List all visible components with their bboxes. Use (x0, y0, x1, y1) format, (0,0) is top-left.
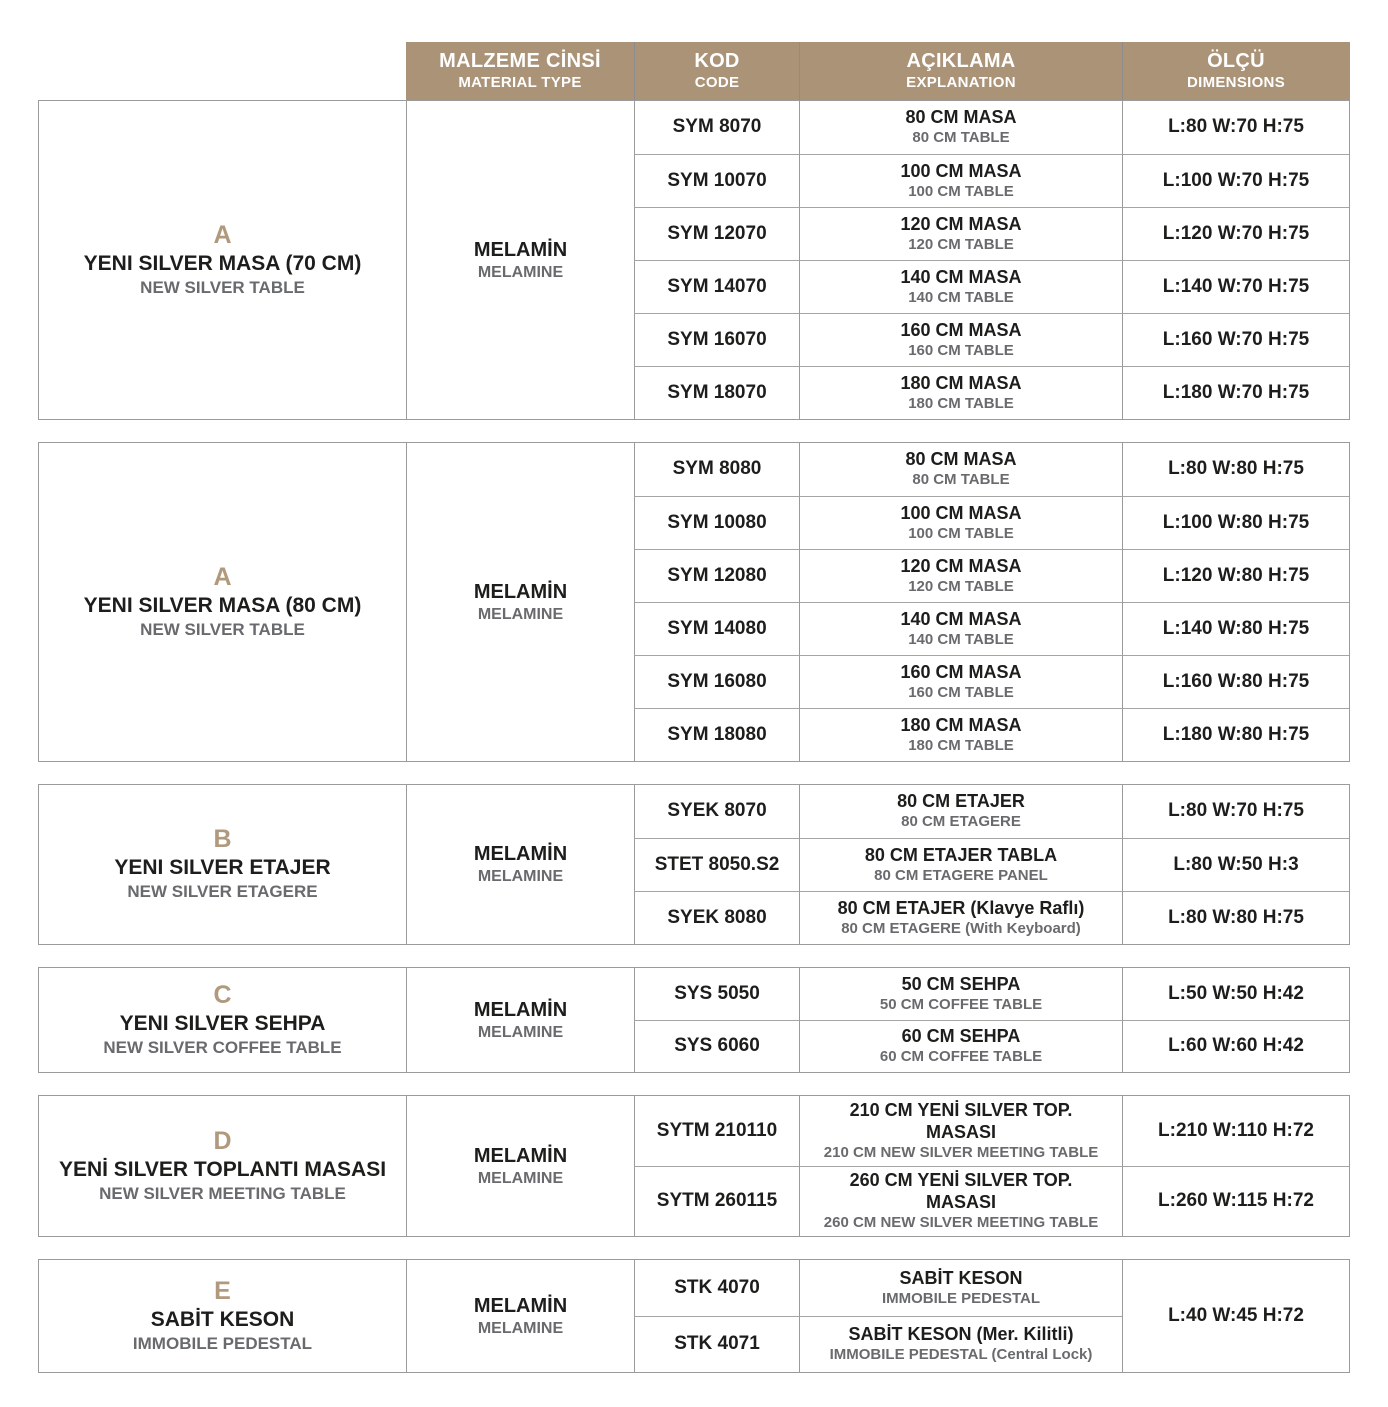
dimensions-cell: L:120 W:80 H:75 (1122, 549, 1349, 602)
explanation-tr: 120 CM MASA (900, 555, 1022, 576)
material-cell (406, 968, 634, 1072)
code-cell: SYEK 8080 (634, 891, 799, 944)
material-tr: MELAMİN (473, 580, 568, 603)
code-cell: SYM 10080 (634, 496, 799, 549)
product-name-tr: YENI SILVER SEHPA (119, 1011, 326, 1035)
section-new-silver-table-70 (38, 100, 1350, 420)
explanation-tr: 140 CM MASA (900, 266, 1022, 287)
product-name-tr: YENI SILVER ETAJER (114, 856, 331, 880)
explanation-tr: 120 CM MASA (900, 213, 1022, 234)
header-material-type-tr: MALZEME CİNSİ (439, 50, 601, 73)
explanation-tr: 80 CM MASA (905, 449, 1017, 470)
header-code-tr: KOD (694, 50, 740, 73)
header-dimensions-tr: ÖLÇÜ (1207, 50, 1265, 73)
explanation-cell (799, 313, 1122, 366)
section-new-silver-meeting-table (38, 1095, 1350, 1237)
product-cell (39, 443, 406, 761)
code-cell: SYEK 8070 (634, 785, 799, 838)
material-tr: MELAMİN (473, 843, 568, 866)
explanation-en: 120 CM TABLE (908, 235, 1014, 253)
explanation-en: 140 CM TABLE (908, 630, 1014, 648)
explanation-cell (799, 838, 1122, 891)
explanation-cell (799, 708, 1122, 761)
explanation-tr: 80 CM ETAJER (Klavye Raflı) (837, 897, 1085, 918)
code-cell: SYM 12080 (634, 549, 799, 602)
header-material-type (406, 42, 634, 100)
explanation-en: 120 CM TABLE (908, 577, 1014, 595)
material-tr: MELAMİN (473, 998, 568, 1021)
explanation-tr: 50 CM SEHPA (901, 973, 1021, 994)
material-en: MELAMINE (477, 868, 564, 886)
explanation-en: 80 CM ETAGERE PANEL (874, 866, 1048, 884)
header-code-en: CODE (694, 74, 740, 92)
material-en: MELAMINE (477, 263, 564, 281)
explanation-cell (799, 891, 1122, 944)
explanation-cell (799, 785, 1122, 838)
product-cell (39, 968, 406, 1072)
product-name-tr: SABİT KESON (150, 1307, 295, 1331)
code-cell: SYM 16070 (634, 313, 799, 366)
code-cell: SYM 12070 (634, 207, 799, 260)
explanation-cell (799, 443, 1122, 496)
explanation-cell (799, 655, 1122, 708)
material-cell (406, 101, 634, 419)
explanation-tr: 80 CM ETAJER TABLA (864, 844, 1058, 865)
explanation-tr: 100 CM MASA (900, 502, 1022, 523)
code-cell: SYM 16080 (634, 655, 799, 708)
explanation-tr: 160 CM MASA (900, 661, 1022, 682)
header-dimensions (1122, 42, 1349, 100)
explanation-tr: 160 CM MASA (900, 319, 1022, 340)
section-new-silver-coffee-table (38, 967, 1350, 1073)
product-name-en: NEW SILVER TABLE (140, 277, 305, 297)
explanation-tr-line2: MASASI (925, 1192, 996, 1213)
code-cell: SYM 14080 (634, 602, 799, 655)
explanation-en: IMMOBILE PEDESTAL (Central Lock) (829, 1346, 1093, 1364)
code-cell: SYTM 260115 (634, 1166, 799, 1236)
dimensions-cell: L:80 W:50 H:3 (1122, 838, 1349, 891)
explanation-en: 50 CM COFFEE TABLE (879, 995, 1043, 1013)
dimensions-cell: L:50 W:50 H:42 (1122, 968, 1349, 1020)
code-cell: SYM 8070 (634, 101, 799, 154)
product-name-tr: YENI SILVER MASA (70 CM) (83, 251, 362, 275)
table-header (406, 42, 1350, 100)
dimensions-cell: L:160 W:70 H:75 (1122, 313, 1349, 366)
material-en: MELAMINE (477, 1319, 564, 1337)
header-explanation-tr: AÇIKLAMA (906, 50, 1016, 73)
section-immobile-pedestal (38, 1259, 1350, 1373)
dimensions-cell: L:100 W:80 H:75 (1122, 496, 1349, 549)
explanation-en: 80 CM TABLE (912, 471, 1010, 489)
material-cell (406, 785, 634, 944)
code-cell: SYM 18070 (634, 366, 799, 419)
header-material-type-en: MATERIAL TYPE (458, 74, 582, 92)
explanation-en: 180 CM TABLE (908, 394, 1014, 412)
explanation-cell (799, 496, 1122, 549)
explanation-cell (799, 1020, 1122, 1072)
header-code (634, 42, 799, 100)
dimensions-cell: L:140 W:70 H:75 (1122, 260, 1349, 313)
section-letter: E (214, 1276, 231, 1305)
explanation-cell (799, 549, 1122, 602)
header-explanation-en: EXPLANATION (906, 74, 1016, 92)
product-cell (39, 101, 406, 419)
section-letter: C (213, 980, 232, 1009)
explanation-en: 80 CM TABLE (912, 129, 1010, 147)
explanation-en: 180 CM TABLE (908, 736, 1014, 754)
explanation-tr: 260 CM YENİ SILVER TOP. (849, 1170, 1073, 1191)
product-name-tr: YENİ SILVER TOPLANTI MASASI (58, 1157, 387, 1181)
explanation-tr: 100 CM MASA (900, 160, 1022, 181)
explanation-cell (799, 968, 1122, 1020)
explanation-cell (799, 1096, 1122, 1166)
code-cell: SYM 8080 (634, 443, 799, 496)
code-cell: SYS 6060 (634, 1020, 799, 1072)
product-name-en: NEW SILVER TABLE (140, 619, 305, 639)
material-en: MELAMINE (477, 1023, 564, 1041)
explanation-tr: 80 CM MASA (905, 107, 1017, 128)
explanation-en: 160 CM TABLE (908, 341, 1014, 359)
explanation-en: 160 CM TABLE (908, 683, 1014, 701)
explanation-cell (799, 602, 1122, 655)
material-cell (406, 443, 634, 761)
explanation-cell (799, 1260, 1122, 1316)
explanation-tr-line2: MASASI (925, 1121, 996, 1142)
material-tr: MELAMİN (473, 1144, 568, 1167)
explanation-en: 100 CM TABLE (908, 524, 1014, 542)
dimensions-cell: L:260 W:115 H:72 (1122, 1166, 1349, 1236)
explanation-cell (799, 1316, 1122, 1372)
product-name-tr: YENI SILVER MASA (80 CM) (83, 593, 362, 617)
section-letter: D (213, 1126, 232, 1155)
dimensions-cell-merged: L:40 W:45 H:72 (1122, 1260, 1349, 1372)
explanation-en: 140 CM TABLE (908, 288, 1014, 306)
material-cell (406, 1096, 634, 1236)
code-cell: STK 4070 (634, 1260, 799, 1316)
explanation-tr: 210 CM YENİ SILVER TOP. (849, 1099, 1073, 1120)
explanation-tr: 180 CM MASA (900, 714, 1022, 735)
explanation-cell (799, 207, 1122, 260)
material-en: MELAMINE (477, 1169, 564, 1187)
explanation-en: IMMOBILE PEDESTAL (881, 1289, 1041, 1307)
explanation-en: 60 CM COFFEE TABLE (879, 1048, 1043, 1066)
dimensions-cell: L:210 W:110 H:72 (1122, 1096, 1349, 1166)
code-cell: STK 4071 (634, 1316, 799, 1372)
explanation-cell (799, 154, 1122, 207)
explanation-en: 260 CM NEW SILVER MEETING TABLE (823, 1214, 1099, 1232)
dimensions-cell: L:160 W:80 H:75 (1122, 655, 1349, 708)
code-cell: STET 8050.S2 (634, 838, 799, 891)
dimensions-cell: L:120 W:70 H:75 (1122, 207, 1349, 260)
explanation-en: 80 CM ETAGERE (With Keyboard) (841, 919, 1081, 937)
section-letter: A (213, 220, 232, 249)
dimensions-cell: L:180 W:70 H:75 (1122, 366, 1349, 419)
code-cell: SYM 10070 (634, 154, 799, 207)
dimensions-cell: L:80 W:80 H:75 (1122, 891, 1349, 944)
section-new-silver-etagere (38, 784, 1350, 945)
dimensions-cell: L:60 W:60 H:42 (1122, 1020, 1349, 1072)
product-name-en: NEW SILVER COFFEE TABLE (103, 1037, 342, 1057)
code-cell: SYTM 210110 (634, 1096, 799, 1166)
section-letter: A (213, 562, 232, 591)
explanation-tr: 60 CM SEHPA (901, 1026, 1021, 1047)
material-tr: MELAMİN (473, 1294, 568, 1317)
dimensions-cell: L:180 W:80 H:75 (1122, 708, 1349, 761)
explanation-tr: 80 CM ETAJER (897, 791, 1025, 812)
dimensions-cell: L:80 W:70 H:75 (1122, 101, 1349, 154)
product-cell (39, 785, 406, 944)
header-dimensions-en: DIMENSIONS (1186, 74, 1285, 92)
material-en: MELAMINE (477, 605, 564, 623)
explanation-en: 80 CM ETAGERE (901, 813, 1021, 831)
explanation-en: 100 CM TABLE (908, 182, 1014, 200)
explanation-cell (799, 366, 1122, 419)
explanation-tr: SABİT KESON (Mer. Kilitli) (848, 1324, 1074, 1345)
dimensions-cell: L:100 W:70 H:75 (1122, 154, 1349, 207)
explanation-tr: 140 CM MASA (900, 608, 1022, 629)
header-explanation (799, 42, 1122, 100)
product-cell (39, 1260, 406, 1372)
code-cell: SYM 18080 (634, 708, 799, 761)
product-name-en: IMMOBILE PEDESTAL (132, 1333, 313, 1353)
section-letter: B (213, 825, 232, 854)
explanation-en: 210 CM NEW SILVER MEETING TABLE (823, 1143, 1099, 1161)
material-tr: MELAMİN (473, 238, 568, 261)
explanation-cell (799, 1166, 1122, 1236)
explanation-cell (799, 101, 1122, 154)
explanation-tr: SABİT KESON (899, 1267, 1023, 1288)
code-cell: SYS 5050 (634, 968, 799, 1020)
dimensions-cell: L:80 W:80 H:75 (1122, 443, 1349, 496)
explanation-cell (799, 260, 1122, 313)
product-name-en: NEW SILVER ETAGERE (127, 882, 318, 902)
code-cell: SYM 14070 (634, 260, 799, 313)
product-cell (39, 1096, 406, 1236)
explanation-tr: 180 CM MASA (900, 372, 1022, 393)
product-name-en: NEW SILVER MEETING TABLE (99, 1183, 346, 1203)
dimensions-cell: L:140 W:80 H:75 (1122, 602, 1349, 655)
dimensions-cell: L:80 W:70 H:75 (1122, 785, 1349, 838)
section-new-silver-table-80 (38, 442, 1350, 762)
material-cell (406, 1260, 634, 1372)
